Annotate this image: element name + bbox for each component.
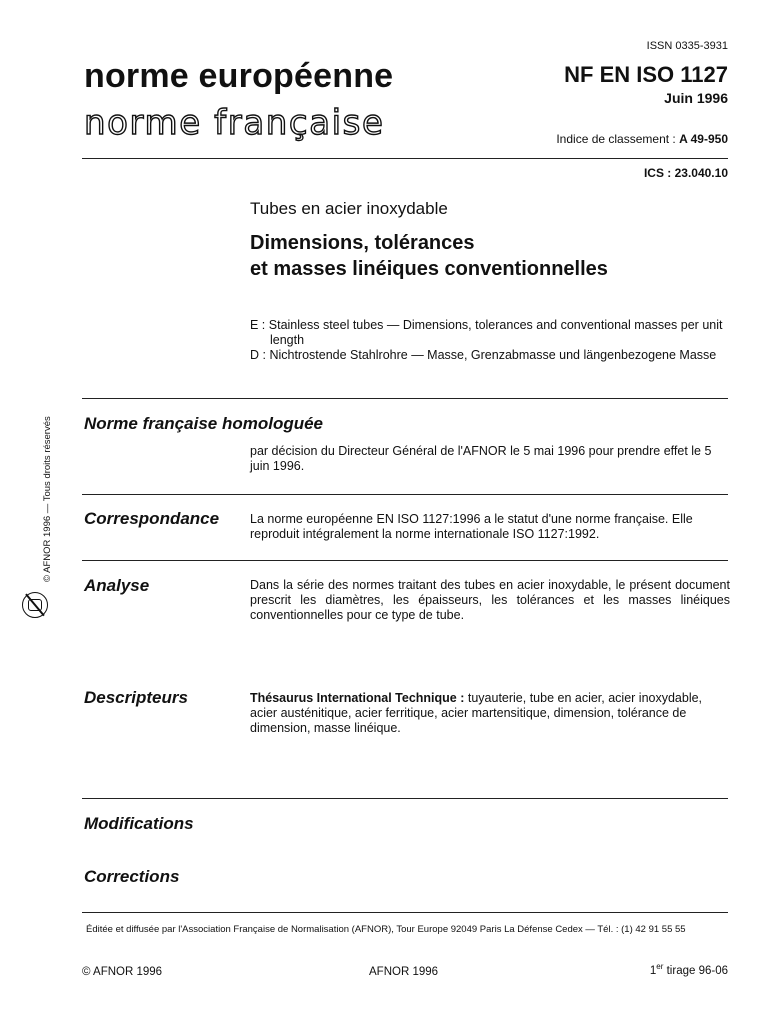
document-subject: Tubes en acier inoxydable xyxy=(250,199,448,218)
text-descripteurs xyxy=(250,691,730,736)
tirage-superscript: er xyxy=(656,962,664,971)
footer-center: AFNOR 1996 xyxy=(369,966,439,978)
tirage-number: 1 xyxy=(649,964,657,977)
heading-modifications: Modifications xyxy=(84,814,194,833)
descripteurs-terms: tuyauterie, tube en acier, acier inoxydable, acier austénitique, acier ferritique, acier martensitique, dimension, tolérance de dimension, masse linéique. xyxy=(250,691,703,735)
side-copyright: © AFNOR 1996 — Tous droits réservés xyxy=(42,416,53,582)
indice-label: Indice de classement : xyxy=(556,132,680,146)
indice-classement xyxy=(556,132,728,146)
translation-german: D : Nichtrostende Stahlrohre — Masse, Grenzabmasse und längenbezogene Masse xyxy=(250,348,717,362)
side-copyright-block xyxy=(30,382,53,592)
divider-modifications xyxy=(82,798,728,799)
footer-tirage xyxy=(650,962,728,977)
ics-code: ICS : 23.040.10 xyxy=(643,166,728,180)
text-analyse: Dans la série des normes traitant des tubes en acier inoxydable, le présent document prescrit les diamètres, les épaisseurs, les tolérances et les masses linéiques conventionnelles pour ce type de tube. xyxy=(250,578,730,622)
no-photocopy-logo-icon xyxy=(22,592,48,618)
heading-homologuee: Norme française homologuée xyxy=(84,414,324,433)
document-title-line2: et masses linéiques conventionnelles xyxy=(250,258,608,280)
heading-correspondance: Correspondance xyxy=(84,509,220,528)
standard-date: Juin 1996 xyxy=(664,90,728,106)
title-norme-europeenne: norme européenne xyxy=(84,57,394,95)
standard-reference: NF EN ISO 1127 xyxy=(564,62,728,87)
title-norme-francaise: norme française xyxy=(84,103,385,143)
translation-english: E : Stainless steel tubes — Dimensions, tolerances and conventional masses per unit length xyxy=(250,318,723,347)
footer-copyright: © AFNOR 1996 xyxy=(82,966,163,978)
divider-correspondance xyxy=(82,494,728,495)
text-homologuee: par décision du Directeur Général de l'AFNOR le 5 mai 1996 pour prendre effet le 5 juin 1996. xyxy=(250,444,712,473)
heading-analyse: Analyse xyxy=(84,576,150,595)
divider-analyse xyxy=(82,560,728,561)
divider-header xyxy=(82,158,728,159)
issn-number: ISSN 0335-3931 xyxy=(646,40,728,52)
divider-footer xyxy=(82,912,728,913)
heading-descripteurs: Descripteurs xyxy=(84,688,188,707)
title-translations xyxy=(250,318,740,363)
descripteurs-label: Thésaurus International Technique : xyxy=(250,691,468,705)
indice-value: A 49-950 xyxy=(679,132,728,146)
document-title xyxy=(250,230,730,282)
divider-homologuee xyxy=(82,398,728,399)
text-correspondance: La norme européenne EN ISO 1127:1996 a le statut d'une norme française. Elle reproduit intégralement la norme internationale ISO 1127:1992. xyxy=(250,512,693,541)
heading-corrections: Corrections xyxy=(84,867,180,886)
document-title-line1: Dimensions, tolérances xyxy=(250,232,475,254)
tirage-text: tirage 96-06 xyxy=(663,964,728,977)
editor-note: Éditée et diffusée par l'Association Française de Normalisation (AFNOR), Tour Europe 92049 Paris La Défense Cedex — Tél. : (1) 42 91 55 55 xyxy=(86,924,686,935)
